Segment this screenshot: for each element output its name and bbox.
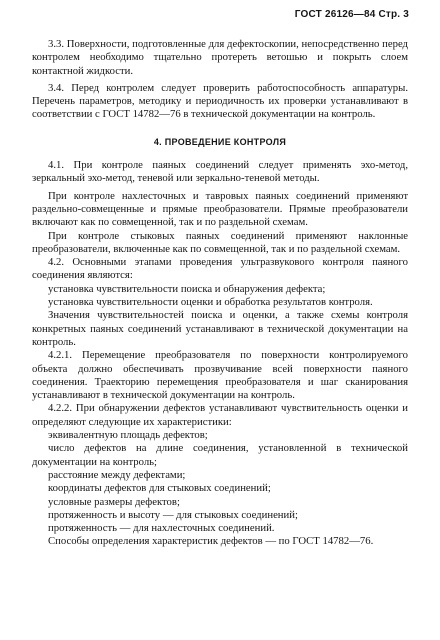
list-item: установка чувствительности оценки и обработка результатов контроля.	[48, 296, 373, 309]
paragraph-4-2-1: 4.2.1. Перемещение преобразователя по поверхности контролируемого объекта должно обеспечивать прозвучивание всей поверхности паяного соединения. Траекторию перемещения преобразователя и шаг сканирования устанавливают в технической документации на контроль.	[32, 349, 408, 402]
paragraph-3-4: 3.4. Перед контролем следует проверить работоспособность аппаратуры. Перечень параметров, методику и периодичность их проверки устанавливают в соответствии с ГОСТ 14782—76 в технической документации на контроль.	[32, 81, 408, 121]
paragraph-4-1-butt-joints: При контроле стыковых паяных соединений применяют наклонные преобразователи, включенные как по совмещенной, так и по раздельной схемам.	[32, 229, 408, 255]
section-heading: 4. ПРОВЕДЕНИЕ КОНТРОЛЯ	[153, 136, 287, 147]
list-item: координаты дефектов для стыковых соединений;	[48, 482, 271, 495]
page-content	[32, 38, 408, 549]
paragraph-3-3: 3.3. Поверхности, подготовленные для дефектоскопии, непосредственно перед контролем необходимо тщательно протереть ветошью и покрыть слоем контактной жидкости.	[32, 38, 408, 77]
paragraph-4-2-sensitivity: Значения чувствительностей поиска и оценки, а также схемы контроля конкретных паяных соединений устанавливают в технической документации на контроль.	[32, 309, 408, 348]
list-item: эквивалентную площадь дефектов;	[48, 429, 208, 442]
paragraph-methods: Способы определения характеристик дефектов — по ГОСТ 14782—76.	[48, 535, 374, 548]
list-item: число дефектов на длине соединения, установленной в технической документации на контроль;	[32, 442, 408, 468]
list-item: протяженность и высоту — для стыковых соединений;	[48, 508, 298, 521]
list-item: условные размеры дефектов;	[48, 495, 180, 508]
list-item: расстояние между дефектами;	[48, 468, 186, 481]
list-item: протяженность — для нахлесточных соединений.	[48, 522, 275, 535]
list-item: установка чувствительности поиска и обнаружения дефекта;	[48, 282, 326, 295]
paragraph-4-1: 4.1. При контроле паяных соединений следует применять эхо-метод, зеркальный эхо-метод, теневой или зеркально-теневой методы.	[32, 159, 408, 185]
page-header: ГОСТ 26126—84 Стр. 3	[294, 9, 409, 20]
paragraph-4-2-2: 4.2.2. При обнаружении дефектов устанавливают чувствительность оценки и определяют следующие их характеристики:	[32, 402, 408, 428]
paragraph-4-1-lap-joints: При контроле нахлесточных и тавровых паяных соединений применяют раздельно-совмещенные и прямые преобразователи. Прямые преобразователи включают как по совмещенной, так и по раздельной схемам.	[32, 189, 408, 229]
paragraph-4-2: 4.2. Основными этапами проведения ультразвукового контроля паяного соединения являются:	[32, 256, 408, 282]
